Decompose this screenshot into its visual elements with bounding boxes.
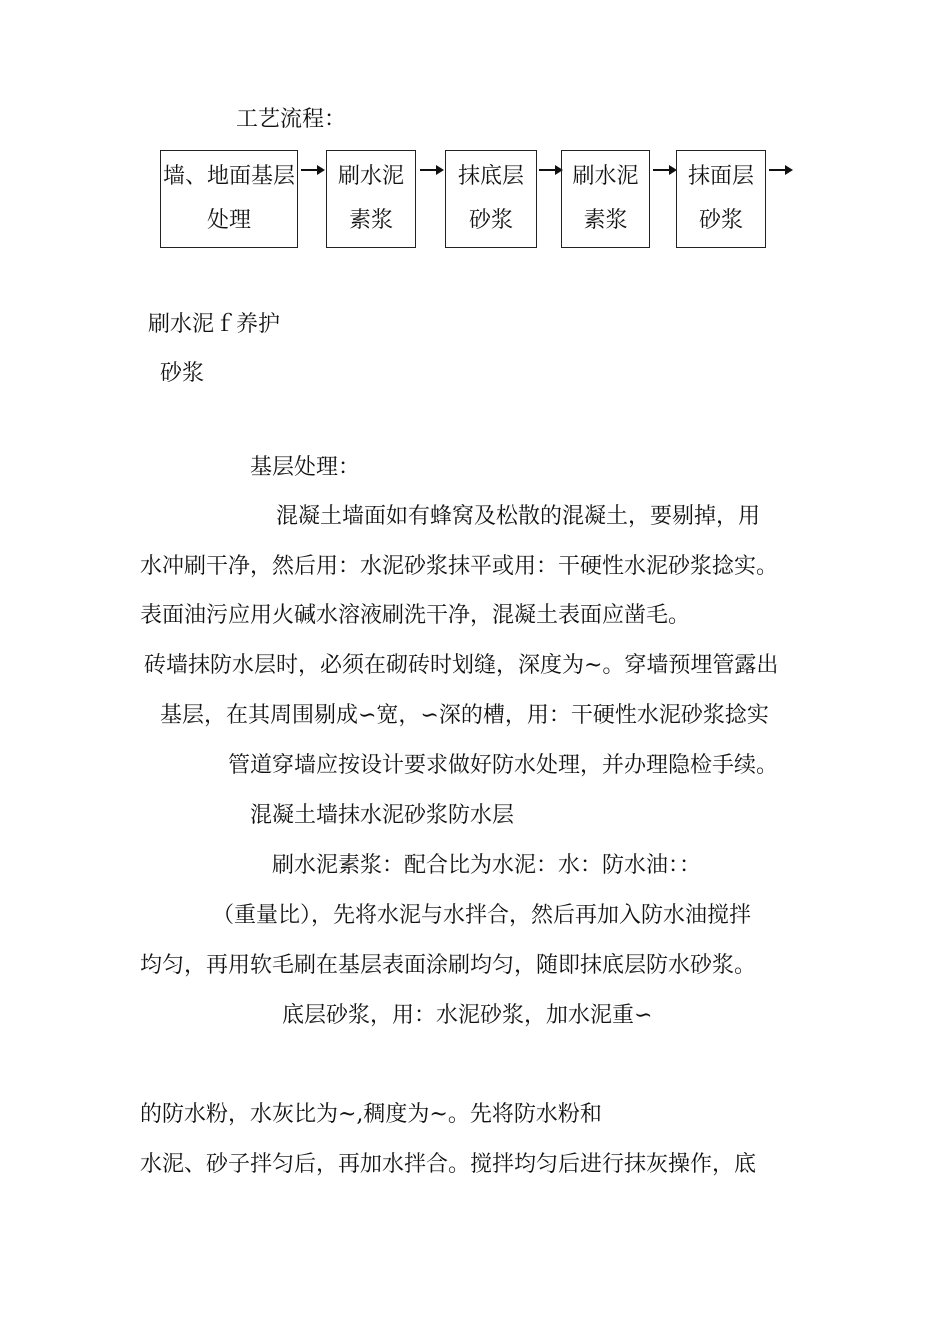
flow-step-4 (561, 150, 650, 248)
flow-arrow-icon (769, 163, 793, 177)
flow-step-2-line2: 素浆 (348, 208, 393, 233)
paragraph-line: 砖墙抹防水层时，必须在砌砖时划缝，深度为~。穿墙预埋管露出 (144, 653, 779, 678)
flow-arrow-icon (420, 163, 444, 177)
flow-step-2 (326, 150, 416, 248)
flow-heading: 工艺流程： (236, 107, 347, 132)
flow-arrow-icon (539, 163, 563, 177)
flow-step-3-line2: 砂浆 (468, 208, 513, 233)
paragraph-line: 水冲刷干净，然后用：水泥砂浆抹平或用：干硬性水泥砂浆捻实。 (140, 554, 779, 579)
paragraph-line: 均匀，再用软毛刷在基层表面涂刷均匀，随即抹底层防水砂浆。 (140, 953, 757, 978)
flow-step-1 (160, 150, 298, 248)
paragraph-line: （重量比），先将水泥与水拌合，然后再加入防水油搅拌 (212, 903, 752, 928)
flow-step-4-line2: 素浆 (583, 208, 628, 233)
flow-step-1-line2: 处理 (206, 208, 251, 233)
flow-trail-line2: 砂浆 (160, 361, 205, 386)
paragraph-line: 混凝土墙抹水泥砂浆防水层 (250, 803, 515, 828)
paragraph-line: 表面油污应用火碱水溶液刷洗干净，混凝土表面应凿毛。 (140, 603, 691, 628)
flow-step-4-line1: 刷水泥 (572, 164, 639, 189)
flow-step-5-line2: 砂浆 (698, 208, 743, 233)
paragraph-line: 水泥、砂子拌匀后，再加水拌合。搅拌均匀后进行抹灰操作，底 (140, 1152, 757, 1177)
paragraph-line: 混凝土墙面如有蜂窝及松散的混凝土，要剔掉，用 (276, 504, 761, 529)
flow-arrow-icon (653, 163, 677, 177)
paragraph-line: 的防水粉，水灰比为~,稠度为~。先将防水粉和 (140, 1102, 602, 1127)
paragraph-line: 管道穿墙应按设计要求做好防水处理，并办理隐检手续。 (228, 753, 779, 778)
flow-step-3-line1: 抹底层 (457, 164, 524, 189)
flow-step-1-line1: 墙、地面基层 (162, 164, 295, 189)
flow-step-2-line1: 刷水泥 (337, 164, 404, 189)
flow-arrow-icon (301, 163, 325, 177)
flow-step-5 (676, 150, 766, 248)
flow-step-3 (445, 150, 537, 248)
flow-step-5-line1: 抹面层 (687, 164, 754, 189)
paragraph-line: 基层，在其周围剔成∽宽，∽深的槽，用：干硬性水泥砂浆捻实 (160, 703, 769, 728)
paragraph-line: 刷水泥素浆：配合比为水泥：水：防水油：： (272, 853, 702, 878)
paragraph-line: 底层砂浆，用：水泥砂浆，加水泥重∽ (282, 1003, 653, 1028)
section-heading: 基层处理： (250, 455, 361, 480)
flow-trail-line1: 刷水泥ｆ养护 (148, 312, 281, 337)
